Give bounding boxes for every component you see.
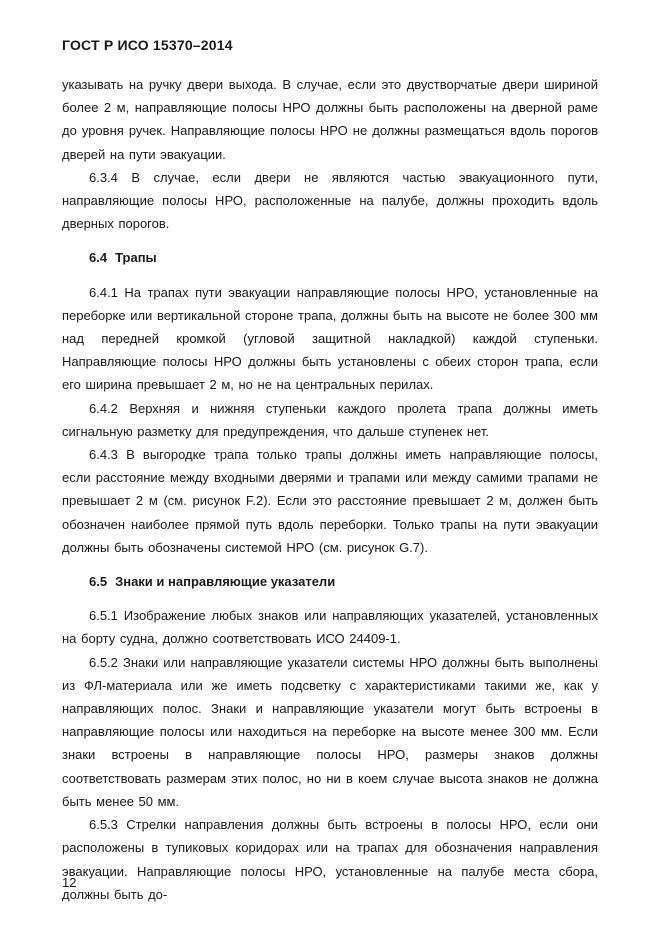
paragraph-6-5-1: 6.5.1 Изображение любых знаков или направляющих указателей, установленных на борту судна, должно соответствовать ИСО 24409-1.: [62, 608, 598, 647]
section-heading-6-4: [62, 246, 598, 269]
section-title: Знаки и направляющие указатели: [115, 574, 336, 590]
paragraph-6-5-2: 6.5.2 Знаки или направляющие указатели системы НРО должны быть выполнены из ФЛ-материала или же иметь подсветку с характеристиками такими же, как у направляющих полос. Знаки и направляющие указатели могут быть встроены в направляющие полосы или находиться на переборке на высоте менее 300 мм. Если знаки встроены в направляющие полосы НРО, размеры знаков должны соответствовать размерам этих полос, но ни в коем случае высота знаков не должна быть менее 50 мм.: [62, 654, 598, 809]
paragraph-6-4-3: 6.4.3 В выгородке трапа только трапы должны иметь направляющие полосы, если расстояние между входными дверями и трапами или между самими трапами не превышает 2 м (см. рисунок F.2). Если это расстояние превышает 2 м, должен быть обозначен наиболее прямой путь вдоль переборки. Только трапы на пути эвакуации должны быть обозначены системой НРО (см. рисунок G.7).: [62, 447, 598, 555]
document-body: [62, 73, 598, 906]
section-number: 6.5: [89, 574, 108, 590]
paragraph-6-5-3: 6.5.3 Стрелки направления должны быть встроены в полосы НРО, если они расположены в тупиковых коридорах или на трапах для обозначения направления эвакуации. Направляющие полосы НРО, установленные на палубе места сбора, должны быть до-: [62, 817, 598, 902]
section-number: 6.4: [89, 250, 108, 266]
paragraph: указывать на ручку двери выхода. В случае, если это двустворчатые двери шириной более 2 м, направляющие полосы НРО должны быть расположены на дверной раме до уровня ручек. Направляющие полосы НРО не должны размещаться вдоль порогов дверей на пути эвакуации.: [62, 77, 598, 162]
paragraph-6-4-1: 6.4.1 На трапах пути эвакуации направляющие полосы НРО, установленные на переборке или вертикальной стороне трапа, должны быть на высоте не более 300 мм над передней кромкой (угловой защитной накладкой) каждой ступеньки. Направляющие полосы НРО должны быть установлены с обеих сторон трапа, если его ширина превышает 2 м, но не на центральных перилах.: [62, 284, 598, 393]
section-title: Трапы: [115, 250, 157, 266]
page-number: 12: [62, 875, 77, 890]
page-header-title: ГОСТ Р ИСО 15370–2014: [62, 37, 233, 53]
paragraph-6-3-4: 6.3.4 В случае, если двери не являются частью эвакуационного пути, направляющие полосы НРО, расположенные на палубе, должны проходить вдоль дверных порогов.: [62, 169, 598, 232]
section-heading-6-5: [62, 570, 598, 593]
paragraph-6-4-2: 6.4.2 Верхняя и нижняя ступеньки каждого пролета трапа должны иметь сигнальную разметку для предупреждения, что дальше ступенек нет.: [62, 400, 598, 439]
